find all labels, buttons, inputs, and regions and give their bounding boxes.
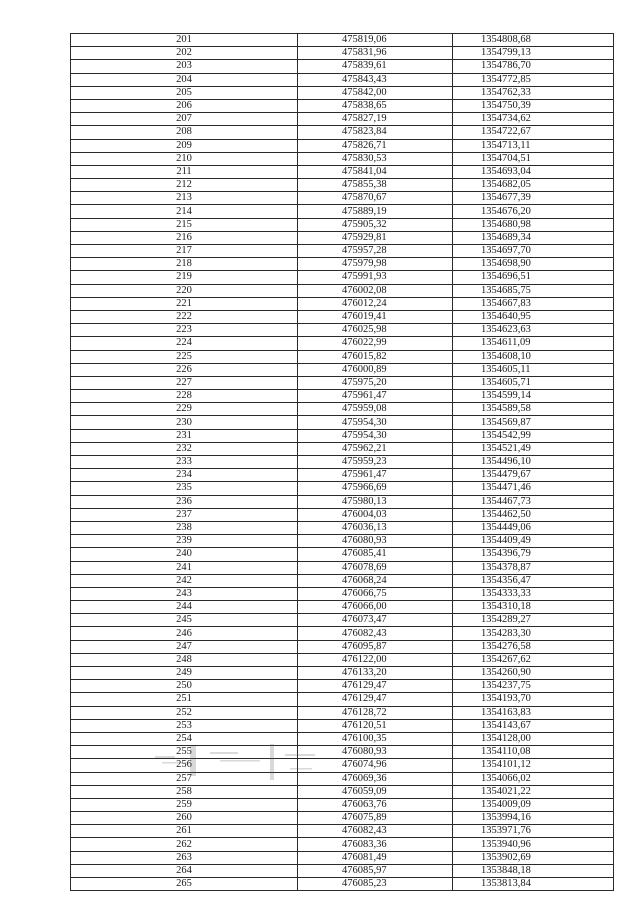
point-number-cell: 201 (71, 34, 298, 47)
x-coordinate-cell: 475838,65 (298, 99, 453, 112)
x-coordinate-cell: 476019,41 (298, 310, 453, 323)
table-row (71, 403, 614, 416)
y-coordinate-cell: 1354276,58 (453, 640, 614, 653)
x-coordinate-cell: 475961,47 (298, 469, 453, 482)
point-number-cell: 248 (71, 653, 298, 666)
table-row (71, 86, 614, 99)
y-coordinate-cell: 1354722,67 (453, 126, 614, 139)
y-coordinate-cell: 1354396,79 (453, 548, 614, 561)
y-coordinate-cell: 1353848,18 (453, 864, 614, 877)
table-row (71, 640, 614, 653)
y-coordinate-cell: 1354021,22 (453, 785, 614, 798)
point-number-cell: 261 (71, 825, 298, 838)
point-number-cell: 207 (71, 113, 298, 126)
point-number-cell: 252 (71, 706, 298, 719)
table-row (71, 535, 614, 548)
table-row (71, 653, 614, 666)
y-coordinate-cell: 1354772,85 (453, 73, 614, 86)
point-number-cell: 239 (71, 535, 298, 548)
x-coordinate-cell: 476082,43 (298, 825, 453, 838)
point-number-cell: 265 (71, 878, 298, 891)
x-coordinate-cell: 475841,04 (298, 165, 453, 178)
point-number-cell: 235 (71, 482, 298, 495)
y-coordinate-cell: 1354237,75 (453, 680, 614, 693)
point-number-cell: 217 (71, 245, 298, 258)
y-coordinate-cell: 1354101,12 (453, 759, 614, 772)
x-coordinate-cell: 476128,72 (298, 706, 453, 719)
x-coordinate-cell: 476120,51 (298, 719, 453, 732)
coordinates-table (70, 33, 614, 891)
x-coordinate-cell: 476069,36 (298, 772, 453, 785)
x-coordinate-cell: 476085,41 (298, 548, 453, 561)
table-row (71, 126, 614, 139)
point-number-cell: 221 (71, 297, 298, 310)
y-coordinate-cell: 1354698,90 (453, 258, 614, 271)
point-number-cell: 245 (71, 614, 298, 627)
y-coordinate-cell: 1354110,08 (453, 746, 614, 759)
table-row (71, 851, 614, 864)
x-coordinate-cell: 475957,28 (298, 245, 453, 258)
point-number-cell: 211 (71, 165, 298, 178)
table-row (71, 812, 614, 825)
x-coordinate-cell: 476036,13 (298, 521, 453, 534)
table-row (71, 390, 614, 403)
point-number-cell: 241 (71, 561, 298, 574)
x-coordinate-cell: 475839,61 (298, 60, 453, 73)
table-row (71, 482, 614, 495)
table-row (71, 587, 614, 600)
x-coordinate-cell: 475819,06 (298, 34, 453, 47)
y-coordinate-cell: 1354163,83 (453, 706, 614, 719)
point-number-cell: 264 (71, 864, 298, 877)
y-coordinate-cell: 1354599,14 (453, 390, 614, 403)
y-coordinate-cell: 1353994,16 (453, 812, 614, 825)
point-number-cell: 215 (71, 218, 298, 231)
x-coordinate-cell: 476081,49 (298, 851, 453, 864)
x-coordinate-cell: 475959,23 (298, 456, 453, 469)
y-coordinate-cell: 1354734,62 (453, 113, 614, 126)
table-row (71, 139, 614, 152)
table-row (71, 192, 614, 205)
table-row (71, 113, 614, 126)
point-number-cell: 230 (71, 416, 298, 429)
table-row (71, 785, 614, 798)
x-coordinate-cell: 476085,23 (298, 878, 453, 891)
x-coordinate-cell: 476004,03 (298, 508, 453, 521)
x-coordinate-cell: 475980,13 (298, 495, 453, 508)
point-number-cell: 226 (71, 363, 298, 376)
point-number-cell: 256 (71, 759, 298, 772)
coordinates-table-body (71, 34, 614, 891)
table-row (71, 284, 614, 297)
x-coordinate-cell: 476080,93 (298, 535, 453, 548)
table-row (71, 798, 614, 811)
y-coordinate-cell: 1353940,96 (453, 838, 614, 851)
table-row (71, 350, 614, 363)
y-coordinate-cell: 1354667,83 (453, 297, 614, 310)
y-coordinate-cell: 1354696,51 (453, 271, 614, 284)
point-number-cell: 257 (71, 772, 298, 785)
point-number-cell: 242 (71, 574, 298, 587)
y-coordinate-cell: 1354471,46 (453, 482, 614, 495)
y-coordinate-cell: 1353902,69 (453, 851, 614, 864)
table-row (71, 73, 614, 86)
y-coordinate-cell: 1354680,98 (453, 218, 614, 231)
x-coordinate-cell: 476063,76 (298, 798, 453, 811)
table-row (71, 772, 614, 785)
table-row (71, 152, 614, 165)
point-number-cell: 206 (71, 99, 298, 112)
y-coordinate-cell: 1354193,70 (453, 693, 614, 706)
point-number-cell: 209 (71, 139, 298, 152)
y-coordinate-cell: 1354808,68 (453, 34, 614, 47)
y-coordinate-cell: 1354677,39 (453, 192, 614, 205)
y-coordinate-cell: 1354786,70 (453, 60, 614, 73)
table-row (71, 508, 614, 521)
x-coordinate-cell: 476075,89 (298, 812, 453, 825)
point-number-cell: 228 (71, 390, 298, 403)
x-coordinate-cell: 475966,69 (298, 482, 453, 495)
x-coordinate-cell: 476095,87 (298, 640, 453, 653)
table-row (71, 825, 614, 838)
x-coordinate-cell: 475889,19 (298, 205, 453, 218)
x-coordinate-cell: 476083,36 (298, 838, 453, 851)
table-row (71, 759, 614, 772)
x-coordinate-cell: 475975,20 (298, 376, 453, 389)
x-coordinate-cell: 476022,99 (298, 337, 453, 350)
x-coordinate-cell: 475870,67 (298, 192, 453, 205)
x-coordinate-cell: 475823,84 (298, 126, 453, 139)
point-number-cell: 202 (71, 47, 298, 60)
table-row (71, 614, 614, 627)
y-coordinate-cell: 1354799,13 (453, 47, 614, 60)
y-coordinate-cell: 1354693,04 (453, 165, 614, 178)
x-coordinate-cell: 476133,20 (298, 667, 453, 680)
y-coordinate-cell: 1354697,70 (453, 245, 614, 258)
point-number-cell: 234 (71, 469, 298, 482)
point-number-cell: 258 (71, 785, 298, 798)
table-row (71, 165, 614, 178)
y-coordinate-cell: 1354260,90 (453, 667, 614, 680)
table-row (71, 429, 614, 442)
point-number-cell: 240 (71, 548, 298, 561)
point-number-cell: 231 (71, 429, 298, 442)
table-row (71, 680, 614, 693)
y-coordinate-cell: 1353813,84 (453, 878, 614, 891)
y-coordinate-cell: 1354608,10 (453, 350, 614, 363)
x-coordinate-cell: 476073,47 (298, 614, 453, 627)
table-row (71, 521, 614, 534)
y-coordinate-cell: 1354589,58 (453, 403, 614, 416)
table-row (71, 324, 614, 337)
x-coordinate-cell: 475842,00 (298, 86, 453, 99)
x-coordinate-cell: 476078,69 (298, 561, 453, 574)
x-coordinate-cell: 475954,30 (298, 429, 453, 442)
point-number-cell: 247 (71, 640, 298, 653)
table-row (71, 456, 614, 469)
y-coordinate-cell: 1354704,51 (453, 152, 614, 165)
point-number-cell: 237 (71, 508, 298, 521)
y-coordinate-cell: 1354409,49 (453, 535, 614, 548)
y-coordinate-cell: 1354333,33 (453, 587, 614, 600)
point-number-cell: 216 (71, 231, 298, 244)
table-row (71, 258, 614, 271)
table-row (71, 47, 614, 60)
table-row (71, 310, 614, 323)
point-number-cell: 204 (71, 73, 298, 86)
y-coordinate-cell: 1354521,49 (453, 442, 614, 455)
table-row (71, 271, 614, 284)
point-number-cell: 222 (71, 310, 298, 323)
table-row (71, 627, 614, 640)
point-number-cell: 254 (71, 732, 298, 745)
table-row (71, 469, 614, 482)
table-row (71, 732, 614, 745)
y-coordinate-cell: 1354611,09 (453, 337, 614, 350)
table-row (71, 746, 614, 759)
point-number-cell: 251 (71, 693, 298, 706)
table-row (71, 179, 614, 192)
y-coordinate-cell: 1354682,05 (453, 179, 614, 192)
x-coordinate-cell: 476002,08 (298, 284, 453, 297)
point-number-cell: 219 (71, 271, 298, 284)
y-coordinate-cell: 1354713,11 (453, 139, 614, 152)
y-coordinate-cell: 1354640,95 (453, 310, 614, 323)
y-coordinate-cell: 1354310,18 (453, 601, 614, 614)
table-row (71, 838, 614, 851)
point-number-cell: 233 (71, 456, 298, 469)
point-number-cell: 225 (71, 350, 298, 363)
y-coordinate-cell: 1354605,11 (453, 363, 614, 376)
x-coordinate-cell: 475905,32 (298, 218, 453, 231)
point-number-cell: 220 (71, 284, 298, 297)
x-coordinate-cell: 475959,08 (298, 403, 453, 416)
y-coordinate-cell: 1354605,71 (453, 376, 614, 389)
point-number-cell: 260 (71, 812, 298, 825)
table-row (71, 442, 614, 455)
y-coordinate-cell: 1354750,39 (453, 99, 614, 112)
x-coordinate-cell: 475830,53 (298, 152, 453, 165)
point-number-cell: 246 (71, 627, 298, 640)
point-number-cell: 227 (71, 376, 298, 389)
table-row (71, 363, 614, 376)
y-coordinate-cell: 1354462,50 (453, 508, 614, 521)
table-row (71, 297, 614, 310)
x-coordinate-cell: 475855,38 (298, 179, 453, 192)
x-coordinate-cell: 475961,47 (298, 390, 453, 403)
x-coordinate-cell: 476080,93 (298, 746, 453, 759)
x-coordinate-cell: 476085,97 (298, 864, 453, 877)
x-coordinate-cell: 476066,75 (298, 587, 453, 600)
point-number-cell: 205 (71, 86, 298, 99)
x-coordinate-cell: 475843,43 (298, 73, 453, 86)
table-row (71, 495, 614, 508)
y-coordinate-cell: 1354289,27 (453, 614, 614, 627)
table-row (71, 416, 614, 429)
point-number-cell: 224 (71, 337, 298, 350)
y-coordinate-cell: 1354267,62 (453, 653, 614, 666)
point-number-cell: 212 (71, 179, 298, 192)
point-number-cell: 263 (71, 851, 298, 864)
y-coordinate-cell: 1354569,87 (453, 416, 614, 429)
point-number-cell: 255 (71, 746, 298, 759)
table-row (71, 245, 614, 258)
table-row (71, 205, 614, 218)
point-number-cell: 262 (71, 838, 298, 851)
table-row (71, 99, 614, 112)
point-number-cell: 218 (71, 258, 298, 271)
y-coordinate-cell: 1354467,73 (453, 495, 614, 508)
y-coordinate-cell: 1354689,34 (453, 231, 614, 244)
y-coordinate-cell: 1354009,09 (453, 798, 614, 811)
point-number-cell: 232 (71, 442, 298, 455)
y-coordinate-cell: 1354676,20 (453, 205, 614, 218)
point-number-cell: 243 (71, 587, 298, 600)
table-row (71, 60, 614, 73)
table-row (71, 878, 614, 891)
x-coordinate-cell: 475991,93 (298, 271, 453, 284)
y-coordinate-cell: 1354449,06 (453, 521, 614, 534)
y-coordinate-cell: 1354143,67 (453, 719, 614, 732)
x-coordinate-cell: 476122,00 (298, 653, 453, 666)
table-row (71, 548, 614, 561)
x-coordinate-cell: 476129,47 (298, 693, 453, 706)
table-row (71, 601, 614, 614)
table-row (71, 218, 614, 231)
x-coordinate-cell: 476012,24 (298, 297, 453, 310)
x-coordinate-cell: 476025,98 (298, 324, 453, 337)
point-number-cell: 249 (71, 667, 298, 680)
y-coordinate-cell: 1354479,67 (453, 469, 614, 482)
y-coordinate-cell: 1354066,02 (453, 772, 614, 785)
point-number-cell: 253 (71, 719, 298, 732)
x-coordinate-cell: 475831,96 (298, 47, 453, 60)
y-coordinate-cell: 1354283,30 (453, 627, 614, 640)
x-coordinate-cell: 476068,24 (298, 574, 453, 587)
point-number-cell: 250 (71, 680, 298, 693)
y-coordinate-cell: 1353971,76 (453, 825, 614, 838)
x-coordinate-cell: 475979,98 (298, 258, 453, 271)
x-coordinate-cell: 476129,47 (298, 680, 453, 693)
y-coordinate-cell: 1354542,99 (453, 429, 614, 442)
table-row (71, 719, 614, 732)
point-number-cell: 238 (71, 521, 298, 534)
x-coordinate-cell: 476000,89 (298, 363, 453, 376)
x-coordinate-cell: 475962,21 (298, 442, 453, 455)
y-coordinate-cell: 1354623,63 (453, 324, 614, 337)
point-number-cell: 213 (71, 192, 298, 205)
point-number-cell: 229 (71, 403, 298, 416)
y-coordinate-cell: 1354356,47 (453, 574, 614, 587)
point-number-cell: 214 (71, 205, 298, 218)
x-coordinate-cell: 475929,81 (298, 231, 453, 244)
x-coordinate-cell: 476100,35 (298, 732, 453, 745)
table-row (71, 574, 614, 587)
table-row (71, 693, 614, 706)
y-coordinate-cell: 1354685,75 (453, 284, 614, 297)
point-number-cell: 203 (71, 60, 298, 73)
point-number-cell: 208 (71, 126, 298, 139)
x-coordinate-cell: 475826,71 (298, 139, 453, 152)
table-row (71, 561, 614, 574)
table-row (71, 231, 614, 244)
x-coordinate-cell: 476082,43 (298, 627, 453, 640)
x-coordinate-cell: 476015,82 (298, 350, 453, 363)
table-row (71, 34, 614, 47)
table-row (71, 337, 614, 350)
point-number-cell: 223 (71, 324, 298, 337)
x-coordinate-cell: 476066,00 (298, 601, 453, 614)
table-row (71, 376, 614, 389)
x-coordinate-cell: 476059,09 (298, 785, 453, 798)
x-coordinate-cell: 475827,19 (298, 113, 453, 126)
table-row (71, 667, 614, 680)
point-number-cell: 259 (71, 798, 298, 811)
table-row (71, 864, 614, 877)
y-coordinate-cell: 1354496,10 (453, 456, 614, 469)
point-number-cell: 236 (71, 495, 298, 508)
x-coordinate-cell: 476074,96 (298, 759, 453, 772)
point-number-cell: 210 (71, 152, 298, 165)
x-coordinate-cell: 475954,30 (298, 416, 453, 429)
y-coordinate-cell: 1354128,00 (453, 732, 614, 745)
y-coordinate-cell: 1354378,87 (453, 561, 614, 574)
point-number-cell: 244 (71, 601, 298, 614)
y-coordinate-cell: 1354762,33 (453, 86, 614, 99)
table-row (71, 706, 614, 719)
